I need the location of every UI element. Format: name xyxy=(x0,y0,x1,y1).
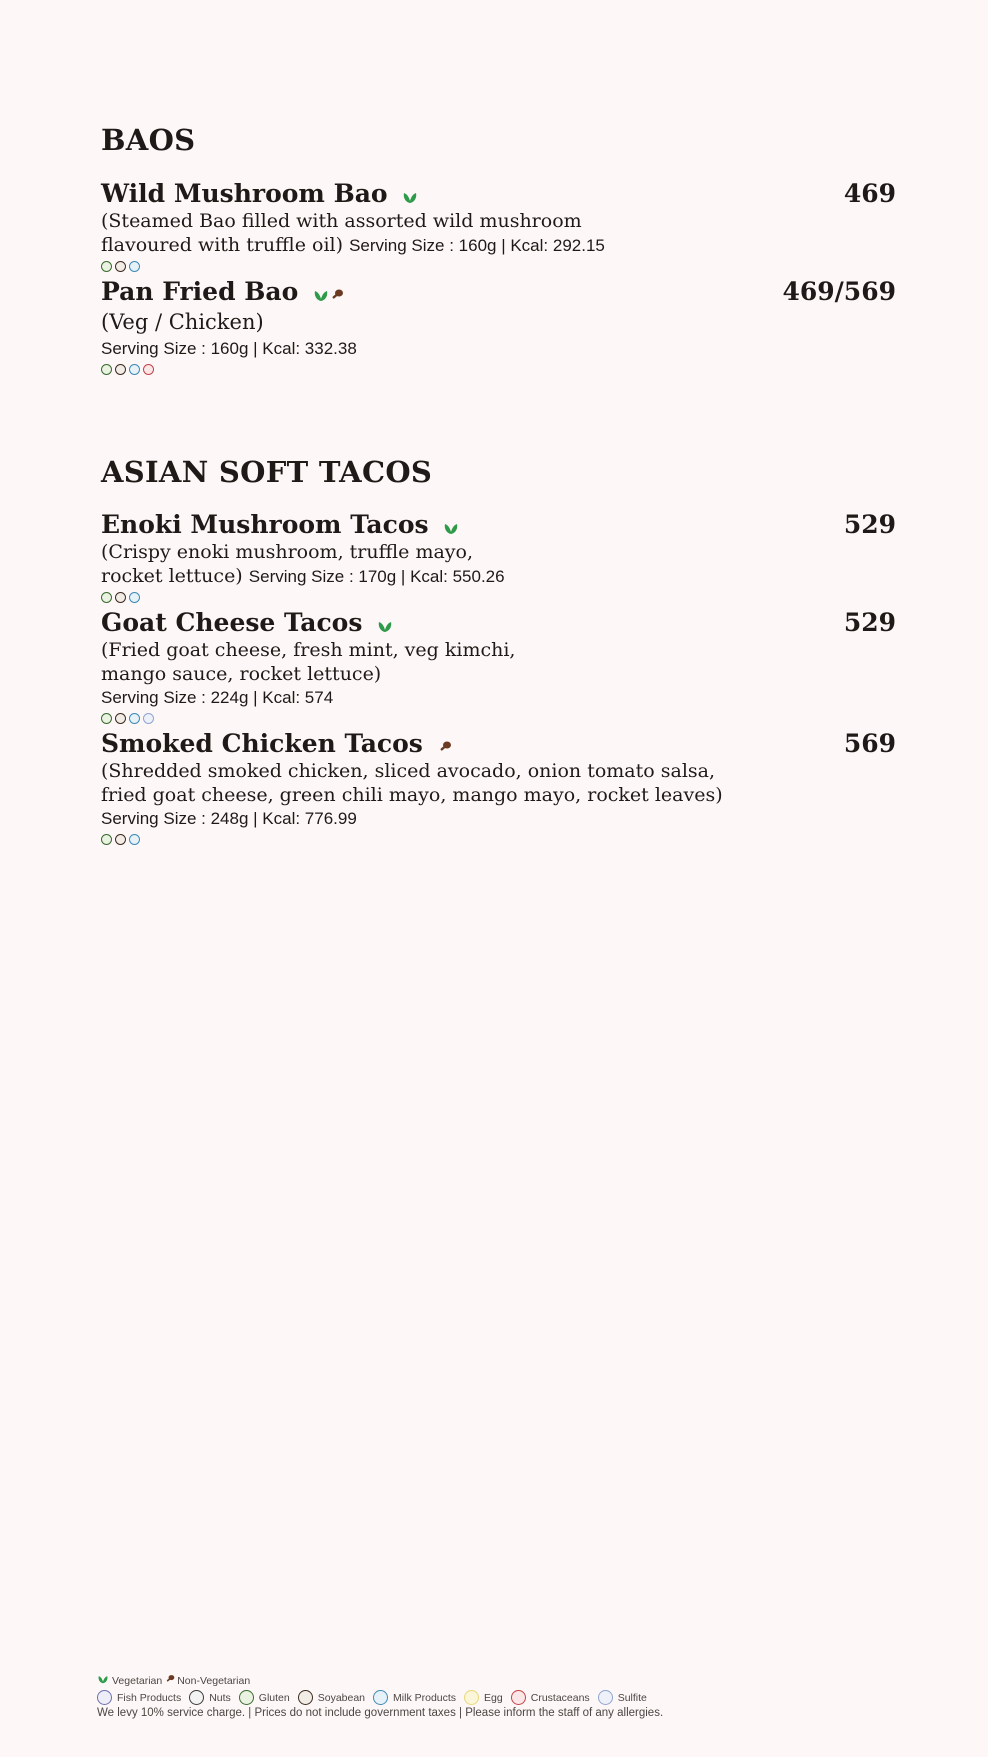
item-price: 529 xyxy=(843,608,896,637)
legend-nuts xyxy=(189,1690,231,1705)
item-name: Pan Fried Bao xyxy=(101,277,299,306)
allergen-legend xyxy=(97,1689,663,1706)
allergen-icons xyxy=(101,833,896,847)
legend-label: Crustaceans xyxy=(530,1691,590,1704)
footer-legend xyxy=(97,1672,663,1719)
vegetarian-icon xyxy=(97,1674,109,1687)
milk-products-icon xyxy=(129,834,140,845)
non-vegetarian-icon xyxy=(438,730,452,762)
soyabean-icon xyxy=(115,364,126,375)
legend-label: Fish Products xyxy=(117,1691,182,1704)
gluten-icon xyxy=(101,713,112,724)
sulfite-icon xyxy=(143,713,154,724)
serving-size: Serving Size : 224g | Kcal: 574 xyxy=(101,687,334,707)
item-name-row xyxy=(101,276,896,310)
legend-non-vegetarian xyxy=(165,1674,250,1687)
gluten-icon xyxy=(239,1690,254,1705)
legend-label: Nuts xyxy=(209,1691,231,1704)
item-name-row xyxy=(101,509,896,543)
desc-line-1: (Steamed Bao filled with assorted wild mushroom xyxy=(101,209,582,232)
fish-products-icon xyxy=(97,1690,112,1705)
legend-label: Non-Vegetarian xyxy=(177,1674,251,1687)
item-description xyxy=(101,638,896,686)
allergen-icons xyxy=(101,363,896,377)
gluten-icon xyxy=(101,834,112,845)
serving-size: Serving Size : 170g | Kcal: 550.26 xyxy=(248,566,505,586)
item-description xyxy=(101,540,896,589)
item-name: Wild Mushroom Bao xyxy=(101,179,388,208)
milk-products-icon xyxy=(129,364,140,375)
crustaceans-icon xyxy=(143,364,154,375)
non-vegetarian-icon xyxy=(330,278,344,310)
vegetarian-icon xyxy=(313,278,329,310)
desc-line-2: fried goat cheese, green chili mayo, mango mayo, rocket leaves) xyxy=(101,783,723,806)
section-title-asian-soft-tacos: ASIAN SOFT TACOS xyxy=(101,455,433,489)
item-description xyxy=(101,307,896,337)
desc-line-1: (Shredded smoked chicken, sliced avocado, onion tomato salsa, xyxy=(101,759,716,782)
legend-soyabean xyxy=(298,1690,365,1705)
menu-item-wild-mushroom-bao xyxy=(101,178,896,274)
non-vegetarian-icon xyxy=(165,1674,175,1687)
item-description xyxy=(101,209,896,258)
legend-milk xyxy=(373,1690,456,1705)
item-name: Goat Cheese Tacos xyxy=(101,608,363,637)
item-name-row xyxy=(101,178,896,212)
legend-gluten xyxy=(239,1690,290,1705)
item-price: 469 xyxy=(843,179,896,208)
item-name-row xyxy=(101,728,896,762)
desc-line-2: flavoured with truffle oil) xyxy=(101,233,344,256)
item-price: 469/569 xyxy=(782,277,896,306)
item-name: Smoked Chicken Tacos xyxy=(101,729,423,758)
gluten-icon xyxy=(101,364,112,375)
serving-size: Serving Size : 248g | Kcal: 776.99 xyxy=(101,808,357,828)
milk-products-icon xyxy=(129,713,140,724)
legend-label: Gluten xyxy=(258,1691,290,1704)
allergen-icons xyxy=(101,260,896,274)
soyabean-icon xyxy=(115,261,126,272)
desc-line-2: mango sauce, rocket lettuce) xyxy=(101,662,382,685)
milk-products-icon xyxy=(373,1690,388,1705)
menu-item-smoked-chicken-tacos xyxy=(101,728,896,847)
item-price: 569 xyxy=(843,729,896,758)
legend-label: Sulfite xyxy=(617,1691,647,1704)
diet-legend xyxy=(97,1672,663,1689)
gluten-icon xyxy=(101,592,112,603)
soyabean-icon xyxy=(298,1690,313,1705)
section-title-baos: BAOS xyxy=(101,123,196,157)
desc-line-1: (Crispy enoki mushroom, truffle mayo, xyxy=(101,540,474,563)
allergen-icons xyxy=(101,591,896,605)
allergen-icons xyxy=(101,712,896,726)
legend-sulfite xyxy=(598,1690,647,1705)
menu-item-goat-cheese-tacos xyxy=(101,607,896,726)
item-name-row xyxy=(101,607,896,641)
legend-label: Egg xyxy=(484,1691,503,1704)
menu-item-pan-fried-bao xyxy=(101,276,896,377)
item-name: Enoki Mushroom Tacos xyxy=(101,510,429,539)
serving-size: Serving Size : 160g | Kcal: 332.38 xyxy=(101,338,357,358)
desc-line-1: (Veg / Chicken) xyxy=(101,309,264,334)
item-price: 529 xyxy=(843,510,896,539)
egg-icon xyxy=(464,1690,479,1705)
soyabean-icon xyxy=(115,834,126,845)
desc-line-2-row xyxy=(101,564,896,589)
legend-vegetarian xyxy=(97,1674,162,1687)
legend-fish xyxy=(97,1690,181,1705)
nuts-icon xyxy=(189,1690,204,1705)
desc-line-2: rocket lettuce) xyxy=(101,564,243,587)
menu-item-enoki-mushroom-tacos xyxy=(101,509,896,605)
milk-products-icon xyxy=(129,261,140,272)
legend-crustaceans xyxy=(511,1690,590,1705)
desc-line-2-row xyxy=(101,233,896,258)
milk-products-icon xyxy=(129,592,140,603)
legend-label: Soyabean xyxy=(317,1691,366,1704)
crustaceans-icon xyxy=(511,1690,526,1705)
serving-size: Serving Size : 160g | Kcal: 292.15 xyxy=(349,235,605,255)
sulfite-icon xyxy=(598,1690,613,1705)
footer-note: We levy 10% service charge. | Prices do not include government taxes | Please inform the staff of any allergies. xyxy=(97,1707,664,1719)
legend-label: Milk Products xyxy=(393,1691,457,1704)
gluten-icon xyxy=(101,261,112,272)
vegetarian-icon xyxy=(443,511,459,543)
desc-line-1: (Fried goat cheese, fresh mint, veg kimchi, xyxy=(101,638,516,661)
soyabean-icon xyxy=(115,592,126,603)
vegetarian-icon xyxy=(402,180,418,212)
legend-label: Vegetarian xyxy=(112,1674,163,1687)
legend-egg xyxy=(464,1690,503,1705)
soyabean-icon xyxy=(115,713,126,724)
item-description xyxy=(101,759,896,807)
vegetarian-icon xyxy=(377,609,393,641)
